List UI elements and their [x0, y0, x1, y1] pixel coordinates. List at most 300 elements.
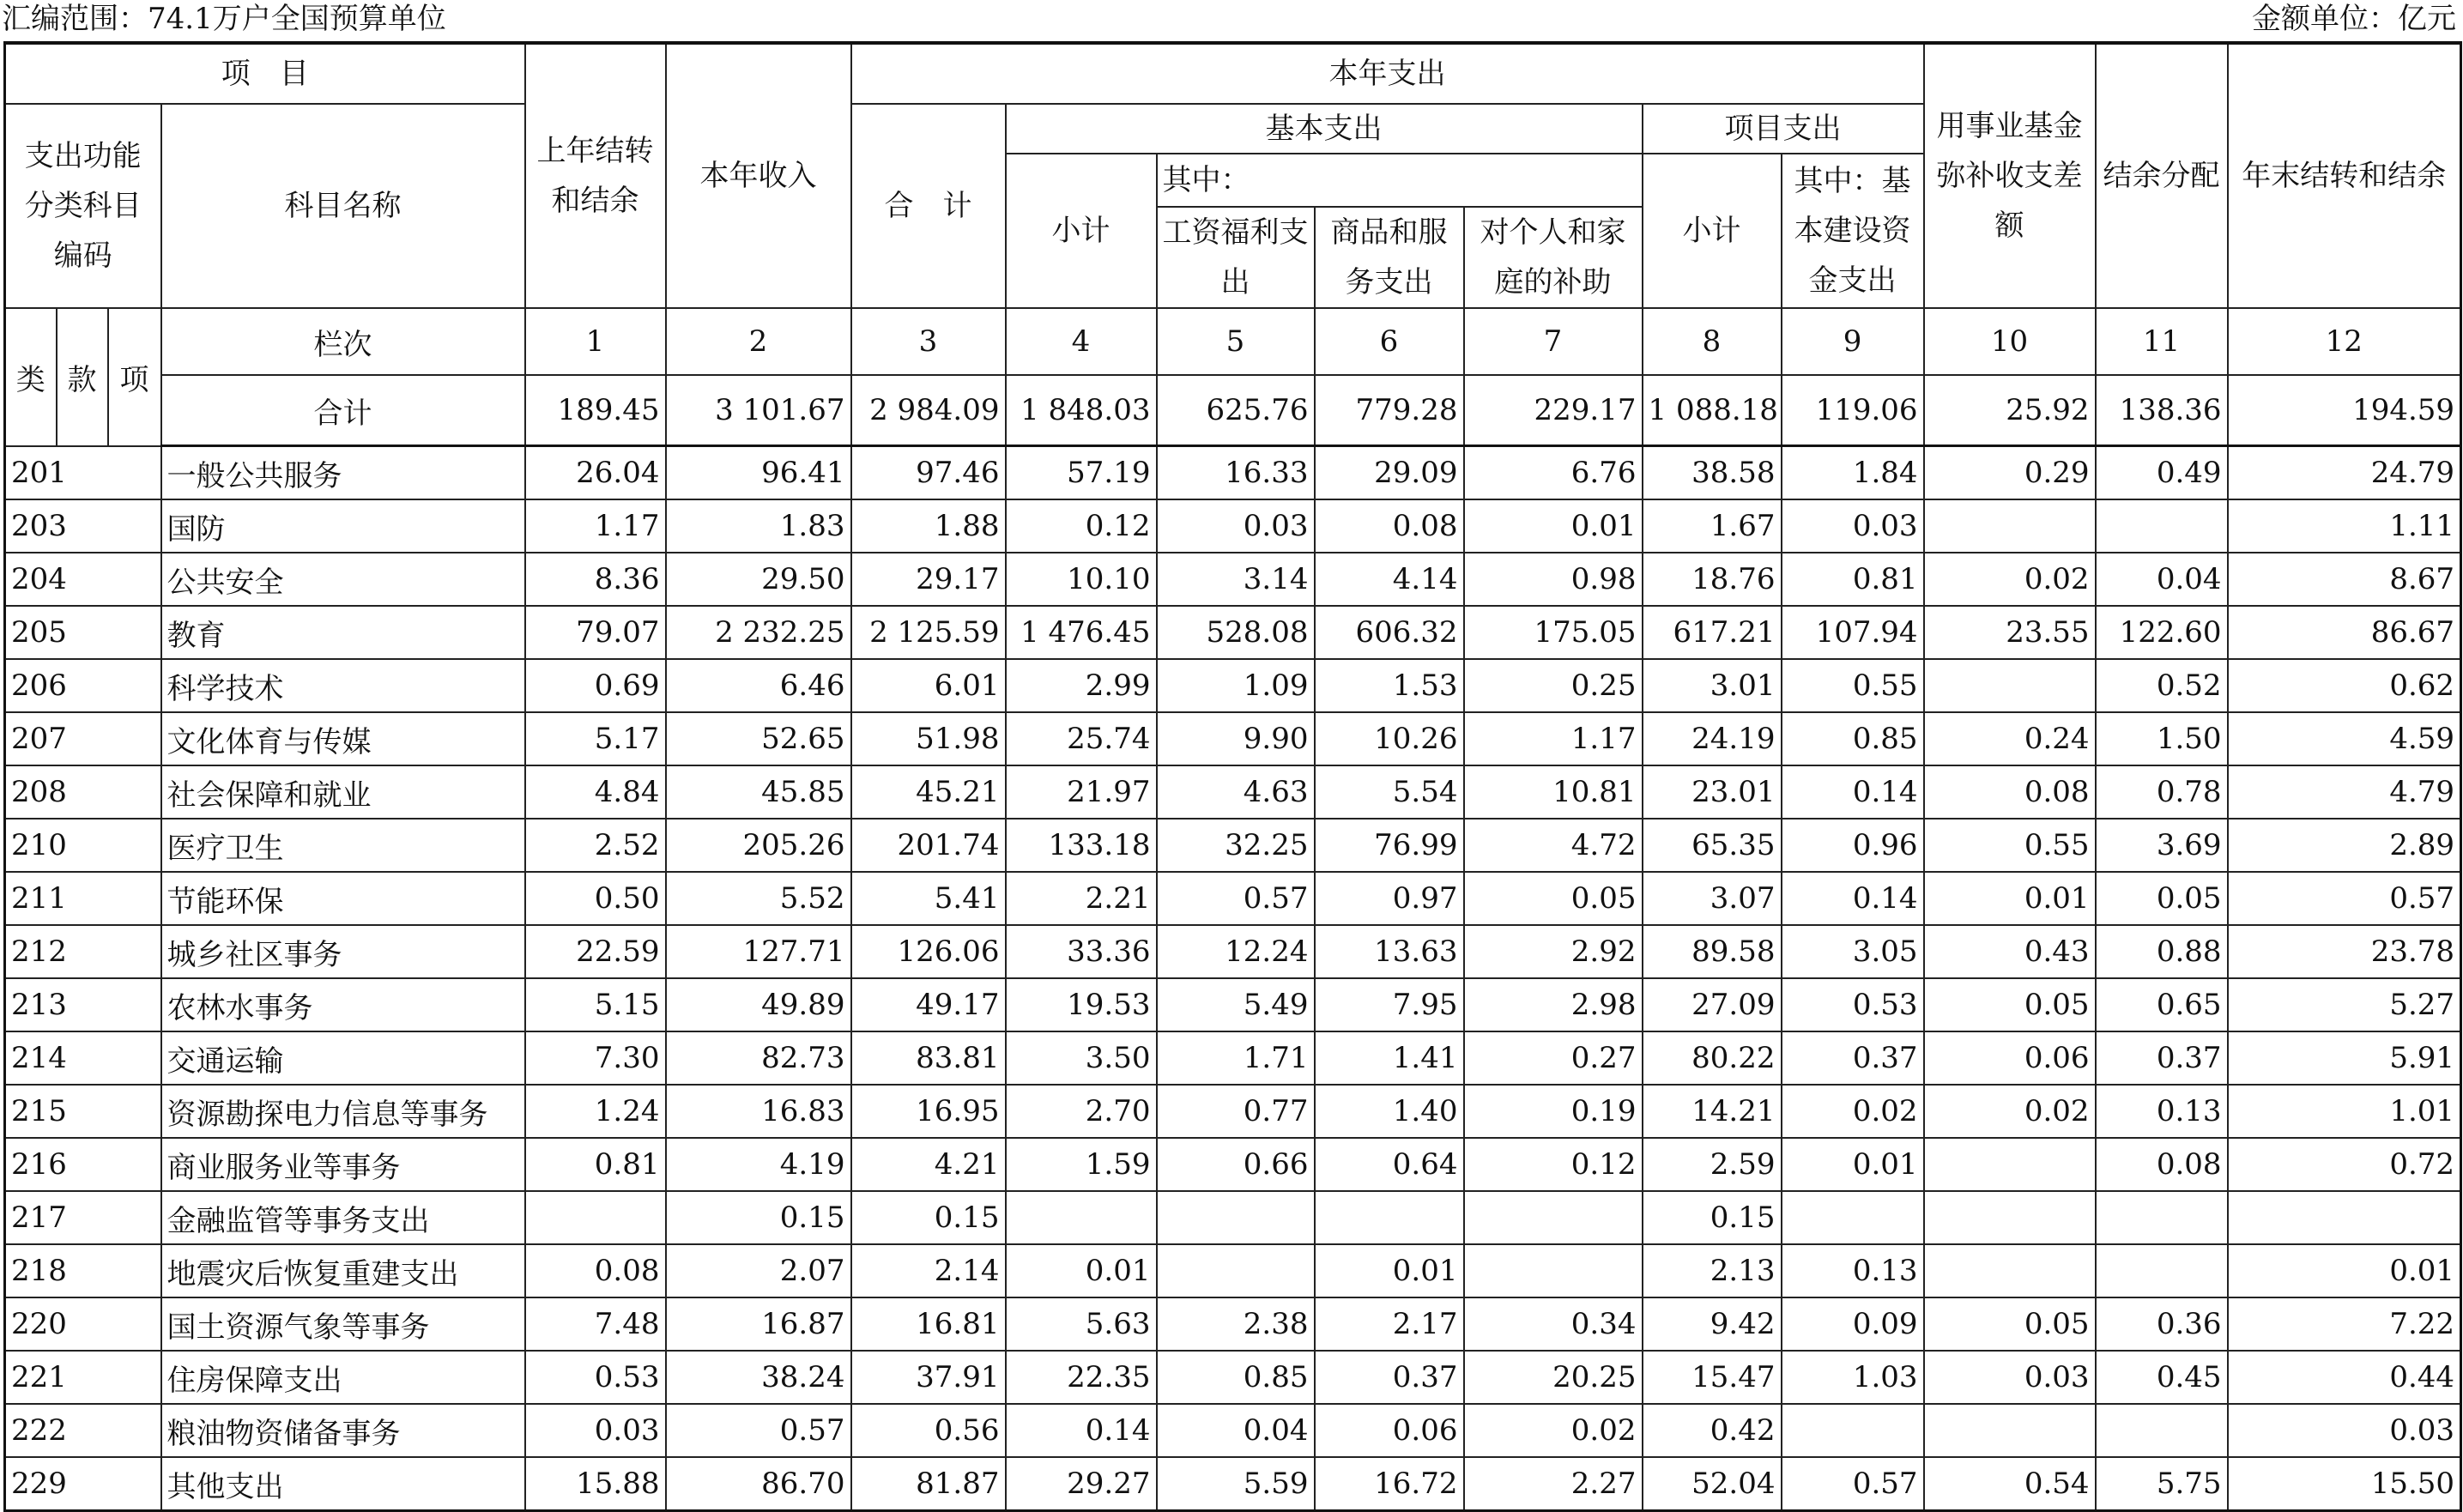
column-index: 3 — [851, 308, 1006, 375]
table-row — [5, 712, 2461, 765]
subject-name: 国土资源气象等事务 — [161, 1297, 525, 1351]
table-cell — [1924, 1191, 2096, 1244]
table-cell: 0.01 — [1315, 1244, 1464, 1297]
table-row — [5, 1297, 2461, 1351]
table-cell: 0.72 — [2228, 1138, 2461, 1191]
table-row — [5, 819, 2461, 872]
table-cell: 0.37 — [2096, 1031, 2228, 1085]
table-cell: 9.90 — [1157, 712, 1315, 765]
subject-name: 金融监管等事务支出 — [161, 1191, 525, 1244]
table-cell: 29.27 — [1006, 1457, 1157, 1511]
total-cell: 1 848.03 — [1006, 375, 1157, 446]
table-cell: 127.71 — [666, 925, 851, 978]
table-cell: 27.09 — [1643, 978, 1782, 1031]
table-cell: 0.53 — [1782, 978, 1924, 1031]
subject-name: 医疗卫生 — [161, 819, 525, 872]
table-cell: 23.01 — [1643, 765, 1782, 819]
table-cell: 0.37 — [1315, 1351, 1464, 1404]
table-cell: 1 476.45 — [1006, 606, 1157, 659]
subject-code: 215 — [5, 1085, 161, 1138]
table-cell: 0.01 — [1006, 1244, 1157, 1297]
table-cell: 23.78 — [2228, 925, 2461, 978]
table-cell: 2.17 — [1315, 1297, 1464, 1351]
header-kuan: 款 — [57, 308, 108, 446]
column-index: 6 — [1315, 308, 1464, 375]
table-cell: 0.85 — [1157, 1351, 1315, 1404]
table-cell: 0.14 — [1782, 765, 1924, 819]
table-cell: 0.27 — [1464, 1031, 1643, 1085]
header-lei: 类 — [5, 308, 57, 446]
table-cell: 49.17 — [851, 978, 1006, 1031]
table-cell: 6.46 — [666, 659, 851, 712]
table-cell: 23.55 — [1924, 606, 2096, 659]
table-row — [5, 1191, 2461, 1244]
table-cell: 14.21 — [1643, 1085, 1782, 1138]
table-cell: 0.01 — [1464, 499, 1643, 553]
total-cell: 194.59 — [2228, 375, 2461, 446]
subject-code: 206 — [5, 659, 161, 712]
header-subject-name: 科目名称 — [161, 104, 525, 308]
table-cell: 0.57 — [2228, 872, 2461, 925]
table-cell: 82.73 — [666, 1031, 851, 1085]
table-cell: 1.11 — [2228, 499, 2461, 553]
table-cell: 16.81 — [851, 1297, 1006, 1351]
table-cell: 0.54 — [1924, 1457, 2096, 1511]
total-cell: 625.76 — [1157, 375, 1315, 446]
table-cell: 0.15 — [851, 1191, 1006, 1244]
table-cell: 1.59 — [1006, 1138, 1157, 1191]
total-cell: 3 101.67 — [666, 375, 851, 446]
table-cell: 2.13 — [1643, 1244, 1782, 1297]
subject-code: 229 — [5, 1457, 161, 1511]
header-prev-balance: 上年结转和结余 — [525, 43, 666, 308]
table-cell: 51.98 — [851, 712, 1006, 765]
header-capital-construction: 其中：基本建设资金支出 — [1782, 154, 1924, 308]
header-expense: 本年支出 — [851, 43, 1924, 104]
subject-name: 国防 — [161, 499, 525, 553]
table-cell: 0.08 — [2096, 1138, 2228, 1191]
table-cell: 122.60 — [2096, 606, 2228, 659]
table-cell: 81.87 — [851, 1457, 1006, 1511]
table-row — [5, 446, 2461, 500]
table-cell: 5.54 — [1315, 765, 1464, 819]
table-cell: 3.69 — [2096, 819, 2228, 872]
subject-code: 214 — [5, 1031, 161, 1085]
table-cell — [1924, 499, 2096, 553]
table-cell: 1.41 — [1315, 1031, 1464, 1085]
table-cell: 86.67 — [2228, 606, 2461, 659]
subject-code: 213 — [5, 978, 161, 1031]
table-cell: 33.36 — [1006, 925, 1157, 978]
total-label: 合计 — [161, 375, 525, 446]
table-cell: 0.19 — [1464, 1085, 1643, 1138]
table-cell: 0.01 — [1924, 872, 2096, 925]
table-cell: 52.04 — [1643, 1457, 1782, 1511]
table-cell: 2.59 — [1643, 1138, 1782, 1191]
subject-code: 208 — [5, 765, 161, 819]
table-cell: 0.05 — [1464, 872, 1643, 925]
table-cell: 96.41 — [666, 446, 851, 500]
table-row — [5, 1138, 2461, 1191]
header-project-subtotal: 小计 — [1643, 154, 1782, 308]
table-cell: 1.09 — [1157, 659, 1315, 712]
table-cell: 107.94 — [1782, 606, 1924, 659]
subject-code: 212 — [5, 925, 161, 978]
subject-name: 城乡社区事务 — [161, 925, 525, 978]
table-cell: 2.52 — [525, 819, 666, 872]
column-index-label: 栏次 — [161, 308, 525, 375]
table-cell: 32.25 — [1157, 819, 1315, 872]
column-index: 9 — [1782, 308, 1924, 375]
table-cell: 1.83 — [666, 499, 851, 553]
header-basic-expense: 基本支出 — [1006, 104, 1643, 154]
table-cell: 5.17 — [525, 712, 666, 765]
table-cell: 0.01 — [1782, 1138, 1924, 1191]
table-cell — [1006, 1191, 1157, 1244]
table-cell: 0.43 — [1924, 925, 2096, 978]
table-row — [5, 553, 2461, 606]
column-index: 10 — [1924, 308, 2096, 375]
table-cell: 0.52 — [2096, 659, 2228, 712]
table-row — [5, 765, 2461, 819]
table-cell: 29.09 — [1315, 446, 1464, 500]
table-cell: 5.63 — [1006, 1297, 1157, 1351]
total-cell: 25.92 — [1924, 375, 2096, 446]
table-cell: 0.96 — [1782, 819, 1924, 872]
subject-name: 文化体育与传媒 — [161, 712, 525, 765]
table-cell: 0.69 — [525, 659, 666, 712]
table-cell: 24.19 — [1643, 712, 1782, 765]
table-cell: 6.76 — [1464, 446, 1643, 500]
table-cell: 0.77 — [1157, 1085, 1315, 1138]
table-cell: 4.14 — [1315, 553, 1464, 606]
table-cell — [2096, 1404, 2228, 1457]
table-cell: 1.67 — [1643, 499, 1782, 553]
table-cell — [1924, 1244, 2096, 1297]
column-index: 5 — [1157, 308, 1315, 375]
subject-code: 211 — [5, 872, 161, 925]
table-cell: 0.29 — [1924, 446, 2096, 500]
table-row — [5, 1351, 2461, 1404]
table-cell: 0.44 — [2228, 1351, 2461, 1404]
subject-code: 217 — [5, 1191, 161, 1244]
table-cell: 0.62 — [2228, 659, 2461, 712]
table-cell: 2.07 — [666, 1244, 851, 1297]
table-cell: 0.08 — [525, 1244, 666, 1297]
table-cell: 16.87 — [666, 1297, 851, 1351]
table-cell: 57.19 — [1006, 446, 1157, 500]
table-cell: 0.97 — [1315, 872, 1464, 925]
total-cell: 1 088.18 — [1643, 375, 1782, 446]
table-cell: 5.15 — [525, 978, 666, 1031]
table-cell: 201.74 — [851, 819, 1006, 872]
budget-table — [3, 41, 2462, 1512]
header-allocation: 结余分配 — [2096, 43, 2228, 308]
table-cell: 19.53 — [1006, 978, 1157, 1031]
table-cell: 1.40 — [1315, 1085, 1464, 1138]
table-cell: 49.89 — [666, 978, 851, 1031]
table-cell: 10.10 — [1006, 553, 1157, 606]
table-cell: 126.06 — [851, 925, 1006, 978]
table-row — [5, 499, 2461, 553]
table-cell: 9.42 — [1643, 1297, 1782, 1351]
table-cell: 0.12 — [1464, 1138, 1643, 1191]
table-cell: 2 232.25 — [666, 606, 851, 659]
table-cell: 2.92 — [1464, 925, 1643, 978]
column-index: 12 — [2228, 308, 2461, 375]
column-index: 8 — [1643, 308, 1782, 375]
table-cell: 1.17 — [1464, 712, 1643, 765]
header-among: 其中： — [1157, 154, 1643, 207]
table-cell: 2.27 — [1464, 1457, 1643, 1511]
subject-code: 222 — [5, 1404, 161, 1457]
table-cell: 1.01 — [2228, 1085, 2461, 1138]
table-cell: 0.53 — [525, 1351, 666, 1404]
table-cell: 0.04 — [2096, 553, 2228, 606]
table-cell: 1.53 — [1315, 659, 1464, 712]
table-cell — [1924, 659, 2096, 712]
table-cell — [1157, 1244, 1315, 1297]
subject-name: 商业服务业等事务 — [161, 1138, 525, 1191]
header-goods-services: 商品和服务支出 — [1315, 207, 1464, 308]
table-cell — [2096, 499, 2228, 553]
header-fund-offset: 用事业基金弥补收支差额 — [1924, 43, 2096, 308]
table-cell: 4.19 — [666, 1138, 851, 1191]
table-cell: 1.17 — [525, 499, 666, 553]
table-cell: 4.72 — [1464, 819, 1643, 872]
table-cell: 2 125.59 — [851, 606, 1006, 659]
table-cell: 8.67 — [2228, 553, 2461, 606]
table-cell: 0.13 — [1782, 1244, 1924, 1297]
table-cell: 0.24 — [1924, 712, 2096, 765]
table-row — [5, 1244, 2461, 1297]
header-project-expense: 项目支出 — [1643, 104, 1924, 154]
total-row — [5, 375, 2461, 446]
subject-name: 节能环保 — [161, 872, 525, 925]
table-cell: 1.03 — [1782, 1351, 1924, 1404]
table-cell: 0.55 — [1924, 819, 2096, 872]
table-cell: 4.79 — [2228, 765, 2461, 819]
table-cell: 0.13 — [2096, 1085, 2228, 1138]
table-cell: 0.04 — [1157, 1404, 1315, 1457]
table-cell — [1157, 1191, 1315, 1244]
subject-name: 交通运输 — [161, 1031, 525, 1085]
total-cell: 138.36 — [2096, 375, 2228, 446]
subject-name: 科学技术 — [161, 659, 525, 712]
table-cell: 5.59 — [1157, 1457, 1315, 1511]
table-cell: 24.79 — [2228, 446, 2461, 500]
table-cell: 4.59 — [2228, 712, 2461, 765]
table-cell: 3.07 — [1643, 872, 1782, 925]
table-row — [5, 978, 2461, 1031]
table-cell: 0.08 — [1315, 499, 1464, 553]
table-cell: 0.57 — [666, 1404, 851, 1457]
column-index: 4 — [1006, 308, 1157, 375]
table-cell: 1.88 — [851, 499, 1006, 553]
subject-name: 粮油物资储备事务 — [161, 1404, 525, 1457]
subject-code: 207 — [5, 712, 161, 765]
compile-scope: 汇编范围：74.1万户全国预算单位 — [2, 2, 446, 36]
table-cell: 20.25 — [1464, 1351, 1643, 1404]
table-cell: 65.35 — [1643, 819, 1782, 872]
table-cell: 0.02 — [1924, 553, 2096, 606]
table-cell: 0.02 — [1782, 1085, 1924, 1138]
table-cell: 25.74 — [1006, 712, 1157, 765]
table-cell: 2.21 — [1006, 872, 1157, 925]
table-cell: 0.06 — [1924, 1031, 2096, 1085]
table-cell: 2.98 — [1464, 978, 1643, 1031]
table-cell: 16.95 — [851, 1085, 1006, 1138]
subject-code: 203 — [5, 499, 161, 553]
header-basic-subtotal: 小计 — [1006, 154, 1157, 308]
table-cell: 2.70 — [1006, 1085, 1157, 1138]
table-cell: 2.89 — [2228, 819, 2461, 872]
total-cell: 229.17 — [1464, 375, 1643, 446]
table-cell: 2.99 — [1006, 659, 1157, 712]
subject-name: 住房保障支出 — [161, 1351, 525, 1404]
header-wage-welfare: 工资福利支出 — [1157, 207, 1315, 308]
table-cell: 89.58 — [1643, 925, 1782, 978]
table-row — [5, 659, 2461, 712]
table-cell: 45.21 — [851, 765, 1006, 819]
table-cell — [1464, 1191, 1643, 1244]
table-cell: 8.36 — [525, 553, 666, 606]
table-cell: 0.25 — [1464, 659, 1643, 712]
table-cell: 7.30 — [525, 1031, 666, 1085]
table-cell: 26.04 — [525, 446, 666, 500]
table-cell: 0.03 — [525, 1404, 666, 1457]
table-cell: 0.36 — [2096, 1297, 2228, 1351]
table-cell: 0.37 — [1782, 1031, 1924, 1085]
table-cell: 5.49 — [1157, 978, 1315, 1031]
table-cell: 0.14 — [1006, 1404, 1157, 1457]
table-cell: 5.75 — [2096, 1457, 2228, 1511]
table-cell: 205.26 — [666, 819, 851, 872]
table-cell: 10.26 — [1315, 712, 1464, 765]
table-cell: 0.81 — [1782, 553, 1924, 606]
table-cell: 29.50 — [666, 553, 851, 606]
table-cell: 0.98 — [1464, 553, 1643, 606]
table-cell: 7.95 — [1315, 978, 1464, 1031]
table-cell: 175.05 — [1464, 606, 1643, 659]
total-cell: 119.06 — [1782, 375, 1924, 446]
table-cell: 0.49 — [2096, 446, 2228, 500]
subject-code: 216 — [5, 1138, 161, 1191]
column-index: 2 — [666, 308, 851, 375]
table-cell: 0.05 — [1924, 978, 2096, 1031]
table-cell: 0.03 — [1782, 499, 1924, 553]
table-cell: 0.15 — [666, 1191, 851, 1244]
table-cell: 528.08 — [1157, 606, 1315, 659]
table-cell: 79.07 — [525, 606, 666, 659]
table-cell: 1.71 — [1157, 1031, 1315, 1085]
subject-code: 201 — [5, 446, 161, 500]
table-cell: 52.65 — [666, 712, 851, 765]
table-cell: 0.78 — [2096, 765, 2228, 819]
table-cell: 3.50 — [1006, 1031, 1157, 1085]
table-cell: 16.72 — [1315, 1457, 1464, 1511]
table-cell: 0.81 — [525, 1138, 666, 1191]
header-expense-total: 合 计 — [851, 104, 1006, 308]
table-cell: 0.05 — [1924, 1297, 2096, 1351]
table-cell: 0.14 — [1782, 872, 1924, 925]
table-cell — [1782, 1404, 1924, 1457]
table-cell: 16.83 — [666, 1085, 851, 1138]
table-cell: 5.41 — [851, 872, 1006, 925]
subject-code: 205 — [5, 606, 161, 659]
subject-code: 221 — [5, 1351, 161, 1404]
header-function-code: 支出功能分类科目编码 — [5, 104, 161, 308]
subject-name: 农林水事务 — [161, 978, 525, 1031]
table-cell: 0.56 — [851, 1404, 1006, 1457]
subject-code: 204 — [5, 553, 161, 606]
subject-name: 一般公共服务 — [161, 446, 525, 500]
table-row — [5, 925, 2461, 978]
table-row — [5, 872, 2461, 925]
table-cell: 0.15 — [1643, 1191, 1782, 1244]
table-cell: 13.63 — [1315, 925, 1464, 978]
table-cell: 0.34 — [1464, 1297, 1643, 1351]
table-cell: 0.12 — [1006, 499, 1157, 553]
table-cell: 45.85 — [666, 765, 851, 819]
total-cell: 189.45 — [525, 375, 666, 446]
table-cell — [1315, 1191, 1464, 1244]
table-cell: 0.88 — [2096, 925, 2228, 978]
subject-name: 资源勘探电力信息等事务 — [161, 1085, 525, 1138]
table-cell: 83.81 — [851, 1031, 1006, 1085]
total-cell: 779.28 — [1315, 375, 1464, 446]
column-index: 7 — [1464, 308, 1643, 375]
total-cell: 2 984.09 — [851, 375, 1006, 446]
table-cell: 0.85 — [1782, 712, 1924, 765]
table-cell: 133.18 — [1006, 819, 1157, 872]
subject-name: 教育 — [161, 606, 525, 659]
table-cell: 606.32 — [1315, 606, 1464, 659]
column-index: 1 — [525, 308, 666, 375]
table-cell: 10.81 — [1464, 765, 1643, 819]
table-cell — [1782, 1191, 1924, 1244]
subject-name: 公共安全 — [161, 553, 525, 606]
table-cell: 38.58 — [1643, 446, 1782, 500]
table-cell: 29.17 — [851, 553, 1006, 606]
table-cell: 0.57 — [1782, 1457, 1924, 1511]
table-cell — [1924, 1404, 2096, 1457]
table-cell — [2096, 1244, 2228, 1297]
table-cell: 0.09 — [1782, 1297, 1924, 1351]
table-cell: 12.24 — [1157, 925, 1315, 978]
table-cell: 80.22 — [1643, 1031, 1782, 1085]
header-xiang: 项 — [108, 308, 161, 446]
table-row — [5, 1457, 2461, 1511]
table-cell: 0.02 — [1924, 1085, 2096, 1138]
table-cell — [1464, 1244, 1643, 1297]
table-cell: 97.46 — [851, 446, 1006, 500]
table-cell — [2228, 1191, 2461, 1244]
header-income: 本年收入 — [666, 43, 851, 308]
table-cell: 2.14 — [851, 1244, 1006, 1297]
table-cell: 0.02 — [1464, 1404, 1643, 1457]
table-cell: 3.14 — [1157, 553, 1315, 606]
table-cell: 15.88 — [525, 1457, 666, 1511]
table-cell: 86.70 — [666, 1457, 851, 1511]
table-cell: 4.84 — [525, 765, 666, 819]
table-cell: 0.65 — [2096, 978, 2228, 1031]
table-cell: 0.03 — [1924, 1351, 2096, 1404]
table-cell: 1.24 — [525, 1085, 666, 1138]
table-cell: 4.21 — [851, 1138, 1006, 1191]
subject-name: 社会保障和就业 — [161, 765, 525, 819]
table-cell: 0.06 — [1315, 1404, 1464, 1457]
